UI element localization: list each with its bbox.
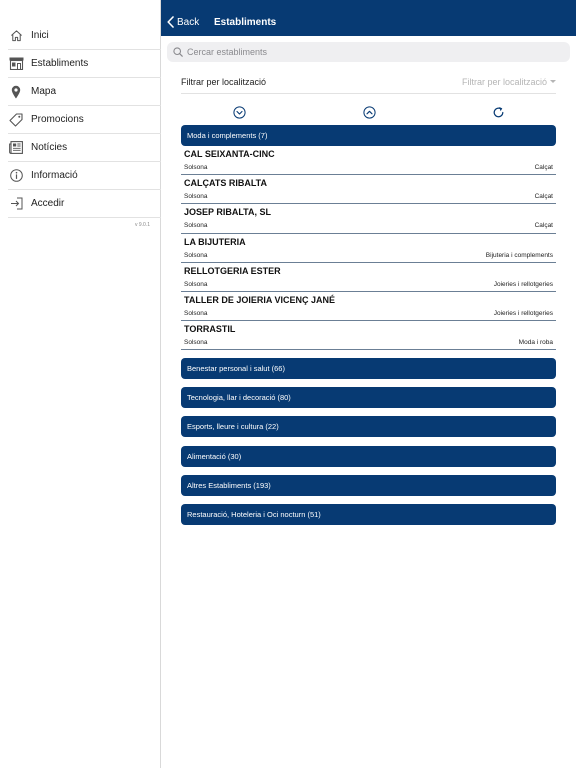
- sidebar-item-label: Notícies: [31, 142, 68, 153]
- sidebar: [0, 0, 161, 768]
- sidebar-item-establiments[interactable]: [8, 50, 161, 78]
- map-pin-icon: [8, 84, 24, 100]
- sidebar-item-label: Informació: [31, 170, 78, 181]
- shop-category: Calçat: [534, 193, 553, 201]
- shop-town: Solsona: [184, 280, 208, 288]
- store-icon: [8, 56, 24, 72]
- sidebar-item-accedir[interactable]: [8, 190, 161, 218]
- search-input[interactable]: [187, 47, 547, 57]
- category-header-alimentacio[interactable]: Alimentació (30): [181, 446, 556, 467]
- expand-all-button[interactable]: [231, 104, 247, 120]
- chevron-left-icon: [167, 16, 174, 28]
- category-header-moda[interactable]: Moda i complements (7): [181, 125, 556, 146]
- shop-row[interactable]: [181, 321, 556, 350]
- sidebar-item-inici[interactable]: [8, 22, 161, 50]
- sidebar-item-promocions[interactable]: [8, 106, 161, 134]
- shop-category: Bijuteria i complements: [485, 251, 553, 259]
- sidebar-item-label: Inici: [31, 30, 49, 41]
- caret-down-icon: [550, 80, 556, 83]
- shop-category: Moda i roba: [518, 339, 553, 347]
- category-header-restauracio[interactable]: Restauració, Hoteleria i Oci nocturn (51): [181, 504, 556, 525]
- shop-category: Joieries i rellotgeries: [493, 309, 553, 317]
- search-icon: [173, 47, 183, 57]
- chevron-down-circle-icon: [233, 106, 246, 119]
- category-header-altres[interactable]: Altres Establiments (193): [181, 475, 556, 496]
- shop-category: Joieries i rellotgeries: [493, 280, 553, 288]
- shop-name: TORRASTIL: [184, 324, 236, 335]
- shop-town: Solsona: [184, 222, 208, 230]
- sidebar-item-noticies[interactable]: [8, 134, 161, 162]
- sidebar-item-label: Promocions: [31, 114, 84, 125]
- shop-town: Solsona: [184, 164, 208, 171]
- shop-name: CALÇATS RIBALTA: [184, 178, 267, 189]
- list-actions: [181, 104, 556, 120]
- info-icon: [8, 168, 24, 184]
- location-filter-row: [181, 70, 556, 94]
- collapse-all-button[interactable]: [361, 104, 377, 120]
- sidebar-item-label: Mapa: [31, 86, 57, 97]
- search-bar[interactable]: [167, 42, 570, 62]
- shop-town: Solsona: [184, 309, 208, 317]
- shop-town: Solsona: [184, 193, 208, 201]
- tag-icon: [8, 112, 24, 128]
- location-select-value: Filtrar per localització: [461, 76, 547, 87]
- shop-list: [181, 146, 556, 350]
- app-version: v 9.0.1: [134, 222, 150, 228]
- sidebar-item-label: Establiments: [31, 58, 89, 69]
- shop-row[interactable]: [181, 146, 556, 175]
- back-button[interactable]: [167, 16, 199, 28]
- refresh-button[interactable]: [490, 104, 506, 120]
- category-header-esports[interactable]: Esports, lleure i cultura (22): [181, 416, 556, 437]
- home-icon: [8, 28, 24, 44]
- shop-name: LA BIJUTERIA: [184, 236, 246, 247]
- shop-name: RELLOTGERIA ESTER: [184, 265, 281, 276]
- shop-row[interactable]: [181, 175, 556, 204]
- sidebar-item-mapa[interactable]: [8, 78, 161, 106]
- shop-row[interactable]: [181, 204, 556, 233]
- shop-name: CAL SEIXANTA-CINC: [184, 149, 275, 159]
- shop-category: Calçat: [534, 164, 553, 171]
- shop-name: TALLER DE JOIERIA VICENÇ JANÉ: [184, 294, 336, 305]
- category-header-tecnologia[interactable]: Tecnologia, llar i decoració (80): [181, 387, 556, 408]
- shop-town: Solsona: [184, 339, 208, 347]
- sidebar-item-label: Accedir: [31, 198, 65, 209]
- page-title: Establiments: [214, 17, 277, 28]
- filter-label: Filtrar per localització: [181, 76, 267, 87]
- shop-row[interactable]: [181, 234, 556, 263]
- back-label: Back: [177, 16, 200, 28]
- sidebar-item-informacio[interactable]: [8, 162, 161, 190]
- main-content: [161, 36, 576, 768]
- navigation-bar: [161, 0, 576, 36]
- shop-name: JOSEP RIBALTA, SL: [184, 207, 272, 218]
- location-select[interactable]: [462, 77, 556, 87]
- sign-in-icon: [8, 196, 24, 212]
- shop-row[interactable]: [181, 263, 556, 292]
- shop-town: Solsona: [184, 251, 208, 259]
- refresh-icon: [492, 106, 505, 119]
- shop-category: Calçat: [534, 222, 553, 230]
- chevron-up-circle-icon: [363, 106, 376, 119]
- newspaper-icon: [8, 140, 24, 156]
- shop-row[interactable]: [181, 292, 556, 321]
- sidebar-menu: [0, 22, 161, 218]
- category-header-benestar[interactable]: Benestar personal i salut (66): [181, 358, 556, 379]
